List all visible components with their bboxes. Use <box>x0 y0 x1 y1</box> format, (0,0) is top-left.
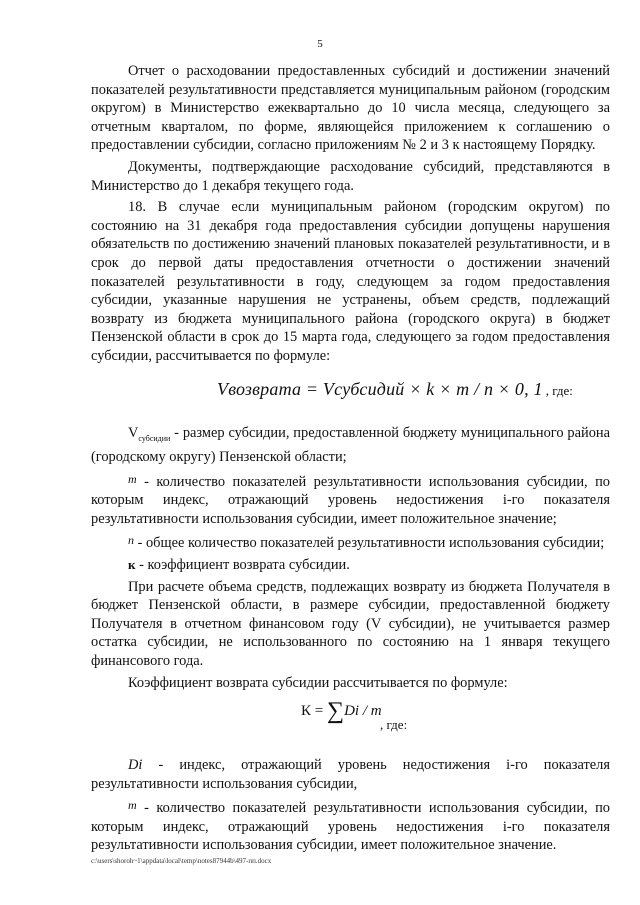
formula-coefficient <box>301 698 610 734</box>
paragraph-clause-18: 18. В случае если муниципальным районом (городским округом) по состоянию на 31 декабря года предоставления субсидии допущены нарушения обязательств по достижению значений плановых показателей результативности, и в срок до первой даты предоставления отчетности о достижении значений показателей результативности в году, следующем за годом предоставления субсидии, указанные нарушения не устранены, объем средств, подлежащий возврату из бюджета муниципального района (городского округа) в бюджет Пензенской области в срок до 15 марта года, следующего за годом предоставления субсидии, рассчитывается по формуле: <box>91 199 610 364</box>
v-definition-text: - размер субсидии, предоставленной бюджету муниципального района (городскому округу) Пензенской области; <box>91 424 610 465</box>
v-subscript: субсидии <box>138 433 171 443</box>
definition-m-2 <box>91 796 610 855</box>
file-path-footer: c:\users\shoroh~1\appdata\local\temp\notes87944b\497-пп.docx <box>91 857 272 865</box>
k-definition-text: - коэффициент возврата субсидии. <box>135 556 350 573</box>
di-symbol: Di <box>128 757 143 774</box>
n-symbol: n <box>128 533 134 548</box>
paragraph-coefficient-intro: Коэффициент возврата субсидии рассчитывается по формуле: <box>128 674 508 691</box>
m-definition-text: - количество показателей результативности использования субсидии, по которым индекс, отражающий уровень недостижения i-го показателя результативности использования субсидии, имеет положительное значение; <box>91 473 610 527</box>
n-definition-text: - общее количество показателей результативности использования субсидии; <box>134 535 605 552</box>
formula-di: Di <box>344 703 360 720</box>
formula-div-m: / m <box>359 703 382 720</box>
formula-coefficient-expression <box>301 698 382 725</box>
paragraph-documents: Документы, подтверждающие расходование субсидий, представляются в Министерство до 1 декабря текущего года. <box>91 158 610 194</box>
definition-di <box>91 756 610 793</box>
m-symbol-2: m <box>128 798 137 813</box>
page-number: 5 <box>317 38 323 50</box>
formula-coefficient-suffix: , где: <box>380 717 408 733</box>
formula-return-expression: Vвозврата = Vсубсидий × k × m / n × 0, 1 <box>217 378 543 399</box>
paragraph-calculation-note: При расчете объема средств, подлежащих возврату из бюджета Получателя в бюджет Пензенской области, в размере субсидии, предоставленной бюджету Получателя в отчетном финансовом году (V субсидии), не учитывается размер остатка субсидии, не использованного по состоянию на 1 января текущего финансового года. <box>91 578 610 669</box>
formula-k-lhs: К = <box>301 703 327 720</box>
paragraph-report: Отчет о расходовании предоставленных субсидий и достижении значений показателей результативности представляется муниципальным районом (городским округом) в Министерство ежеквартально до 10 числа месяца, следующего за отчетным кварталом, по форме, являющейся приложением к соглашению о предоставлении субсидии, согласно приложениям № 2 и 3 к настоящему Порядку. <box>91 63 610 154</box>
v-symbol: V <box>128 424 139 441</box>
m-symbol: m <box>128 471 137 486</box>
k-symbol: к <box>128 556 136 572</box>
document-body <box>91 62 610 858</box>
definition-k <box>91 556 610 575</box>
formula-return-volume <box>217 380 610 404</box>
formula-return-suffix: , где: <box>545 382 573 398</box>
sum-symbol: ∑ <box>326 698 345 725</box>
definition-v-subsidy <box>91 424 610 467</box>
di-definition-text: - индекс, отражающий уровень недостижения i-го показателя результативности использования субсидии, <box>91 757 610 792</box>
definition-n <box>91 531 610 553</box>
m-definition-text-2: - количество показателей результативности использования субсидии, по которым индекс, отражающий уровень недостижения i-го показателя результативности использования субсидии, имеет положительное значение. <box>91 800 610 854</box>
definition-m <box>91 470 610 529</box>
